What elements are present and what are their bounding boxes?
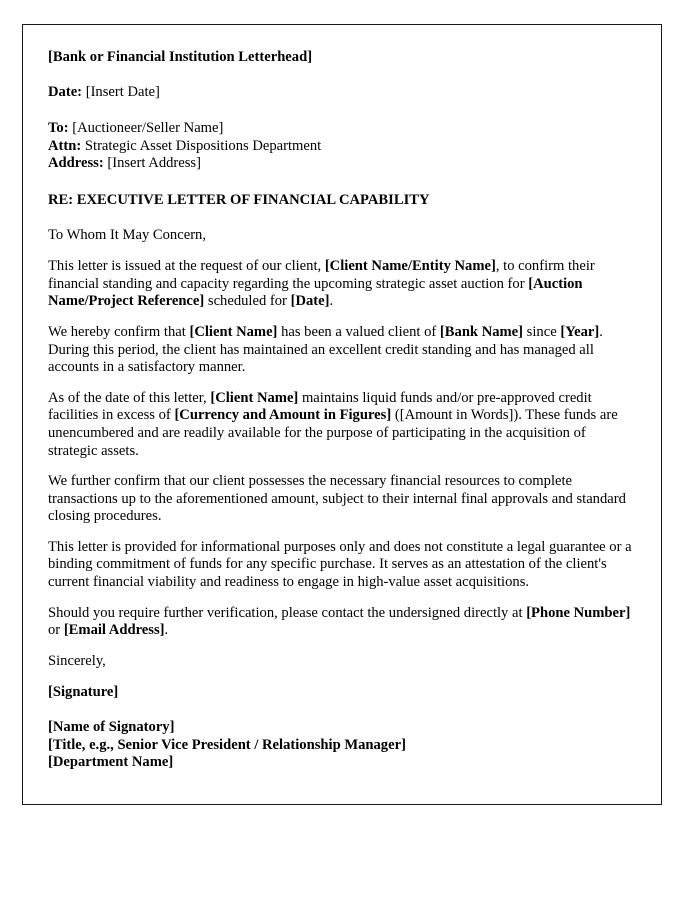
closing-salutation: Sincerely, <box>48 652 106 669</box>
para2-text-3: since <box>523 323 561 340</box>
address-label: Address: <box>48 155 104 172</box>
para1-text-1: This letter is issued at the request of our client, <box>48 258 325 275</box>
date-line <box>48 84 633 102</box>
to-label: To: <box>48 120 69 137</box>
para6-text-1: Should you require further verification, please contact the undersigned directly at <box>48 604 527 621</box>
paragraph-disclaimer: This letter is provided for informational purposes only and does not constitute a legal guarantee or a binding commitment of funds for any specific purchase. It serves as an attestation of the client's current financial viability and readiness to engage in high-value asset acquisitions. <box>48 538 632 591</box>
paragraph-funds <box>48 390 633 460</box>
para6-placeholder-phone: [Phone Number] <box>526 604 631 621</box>
signatory-block <box>48 719 633 772</box>
to-line <box>48 120 633 138</box>
para2-text-4: . During this period, the client has maintained an excellent credit standing and has managed all accounts in a satisfactory manner. <box>48 323 603 376</box>
para2-placeholder-bank: [Bank Name] <box>439 323 524 340</box>
paragraph-verification <box>48 605 633 640</box>
para1-text-2: , to confirm their financial standing and capacity regarding the upcoming strategic asset auction for <box>48 258 595 292</box>
document-body <box>23 25 662 772</box>
letterhead: [Bank or Financial Institution Letterhead] <box>48 49 313 65</box>
to-value: [Auctioneer/Seller Name] <box>72 120 224 137</box>
para3-placeholder-client: [Client Name] <box>210 389 299 406</box>
para3-placeholder-amount: [Currency and Amount in Figures] <box>174 407 392 424</box>
para1-text-3: scheduled for <box>204 293 291 310</box>
para1-placeholder-client: [Client Name/Entity Name] <box>324 258 496 275</box>
para1-placeholder-auction: [Auction Name/Project Reference] <box>48 275 583 310</box>
para6-text-2: or <box>48 622 64 639</box>
para2-placeholder-year: [Year] <box>560 323 600 340</box>
signature-placeholder: [Signature] <box>48 684 119 701</box>
recipient-address-block <box>48 120 633 173</box>
para3-text-3: ([Amount in Words]). These funds are unencumbered and are readily available for the purpose of participating in the acquisition of strategic assets. <box>48 407 618 459</box>
attn-line <box>48 138 633 156</box>
signatory-department: [Department Name] <box>48 754 174 771</box>
para1-placeholder-date: [Date] <box>290 293 330 310</box>
para2-text-1: We hereby confirm that <box>48 323 190 340</box>
para6-placeholder-email: [Email Address] <box>63 622 165 639</box>
address-line <box>48 155 633 173</box>
signatory-title: [Title, e.g., Senior Vice President / Relationship Manager] <box>48 736 406 753</box>
para1-text-4: . <box>329 293 334 310</box>
paragraph-relationship <box>48 324 633 377</box>
para3-text-2: maintains liquid funds and/or pre-approved credit facilities in excess of <box>48 389 592 424</box>
attn-value: Strategic Asset Dispositions Department <box>84 137 322 154</box>
para6-text-3: . <box>164 622 169 639</box>
paragraph-purpose <box>48 258 633 311</box>
salutation: To Whom It May Concern, <box>48 226 206 243</box>
date-value: [Insert Date] <box>85 83 160 100</box>
subject-line: RE: EXECUTIVE LETTER OF FINANCIAL CAPABILITY <box>48 191 430 208</box>
letter-content <box>48 49 633 772</box>
attn-label: Attn: <box>48 137 82 154</box>
paragraph-capability: We further confirm that our client possesses the necessary financial resources to complete transactions up to the aforementioned amount, subject to their internal final approvals and standard closing procedures. <box>48 473 626 525</box>
para2-placeholder-client: [Client Name] <box>189 323 278 340</box>
signatory-name: [Name of Signatory] <box>48 719 175 736</box>
date-label: Date: <box>48 83 83 100</box>
document-page <box>22 24 662 805</box>
address-value: [Insert Address] <box>107 155 201 172</box>
para2-text-2: has been a valued client of <box>277 323 440 340</box>
para3-text-1: As of the date of this letter, <box>48 389 211 406</box>
